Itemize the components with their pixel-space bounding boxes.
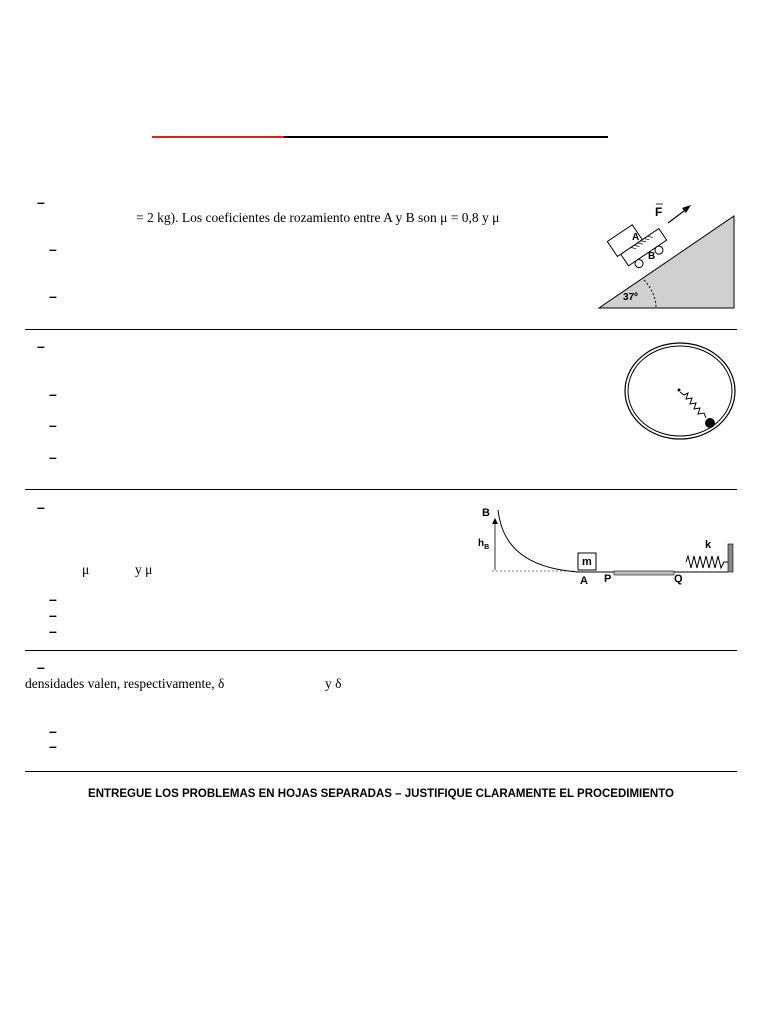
divider-3 [25,650,737,651]
problem-2b-marker: – [49,417,57,433]
problem-4-and-delta: y δ [325,676,342,691]
label-k: k [705,539,712,551]
label-hb [478,538,489,551]
problem-4a-marker: – [49,723,57,739]
problem-1a-marker: – [49,241,57,257]
problem-1b-marker: – [49,288,57,304]
spring-coil [680,392,706,418]
problem-2a-marker: – [49,386,57,402]
circular-track-diagram [622,340,740,444]
divider-1 [25,329,737,330]
block-b-label: B [648,251,656,262]
problem-1-text: = 2 kg). Los coeficientes de rozamiento entre A y B son μ = 0,8 y μ [136,210,500,225]
label-hb-main: h [478,538,485,549]
problem-3-mu: μ [82,562,90,577]
problem-3a-marker: – [49,591,57,607]
problem-4b-marker: – [49,738,57,754]
label-q: Q [674,573,683,585]
incline-plane [599,216,734,308]
block-a-label: A [632,232,640,243]
problem-3-and-mu: y μ [135,562,153,577]
spring-pivot [678,389,681,392]
footer-instructions: ENTREGUE LOS PROBLEMAS EN HOJAS SEPARADAS – JUSTIFIQUE CLARAMENTE EL PROCEDIMIENTO [88,788,674,800]
problem-2c-marker: – [49,449,57,465]
label-p: P [604,573,612,585]
rough-surface [614,571,674,575]
spring-k [686,556,728,568]
problem-3b-marker: – [49,607,57,623]
label-m: m [582,556,592,568]
divider-4 [25,771,737,772]
angle-label: 37º [623,292,638,303]
problem-4-densities-text: densidades valen, respectivamente, δ [25,676,225,691]
problem-3-marker: – [37,499,45,515]
ball [705,418,715,428]
title-underline-red [152,136,284,138]
problem-1-marker: – [37,194,45,210]
problem-2-marker: – [37,338,45,354]
problem-3c-marker: – [49,623,57,639]
force-label: F [655,205,663,219]
label-b: B [482,507,490,519]
divider-2 [25,489,737,490]
track-spring-diagram [474,500,738,590]
title-underline-black [284,136,608,138]
label-hb-sub: B [484,544,490,551]
incline-diagram [596,198,738,312]
height-arrowhead [492,518,498,524]
curved-ramp [498,510,578,572]
problem-4-marker: – [37,659,45,675]
label-a: A [580,575,588,587]
wall [728,544,733,572]
